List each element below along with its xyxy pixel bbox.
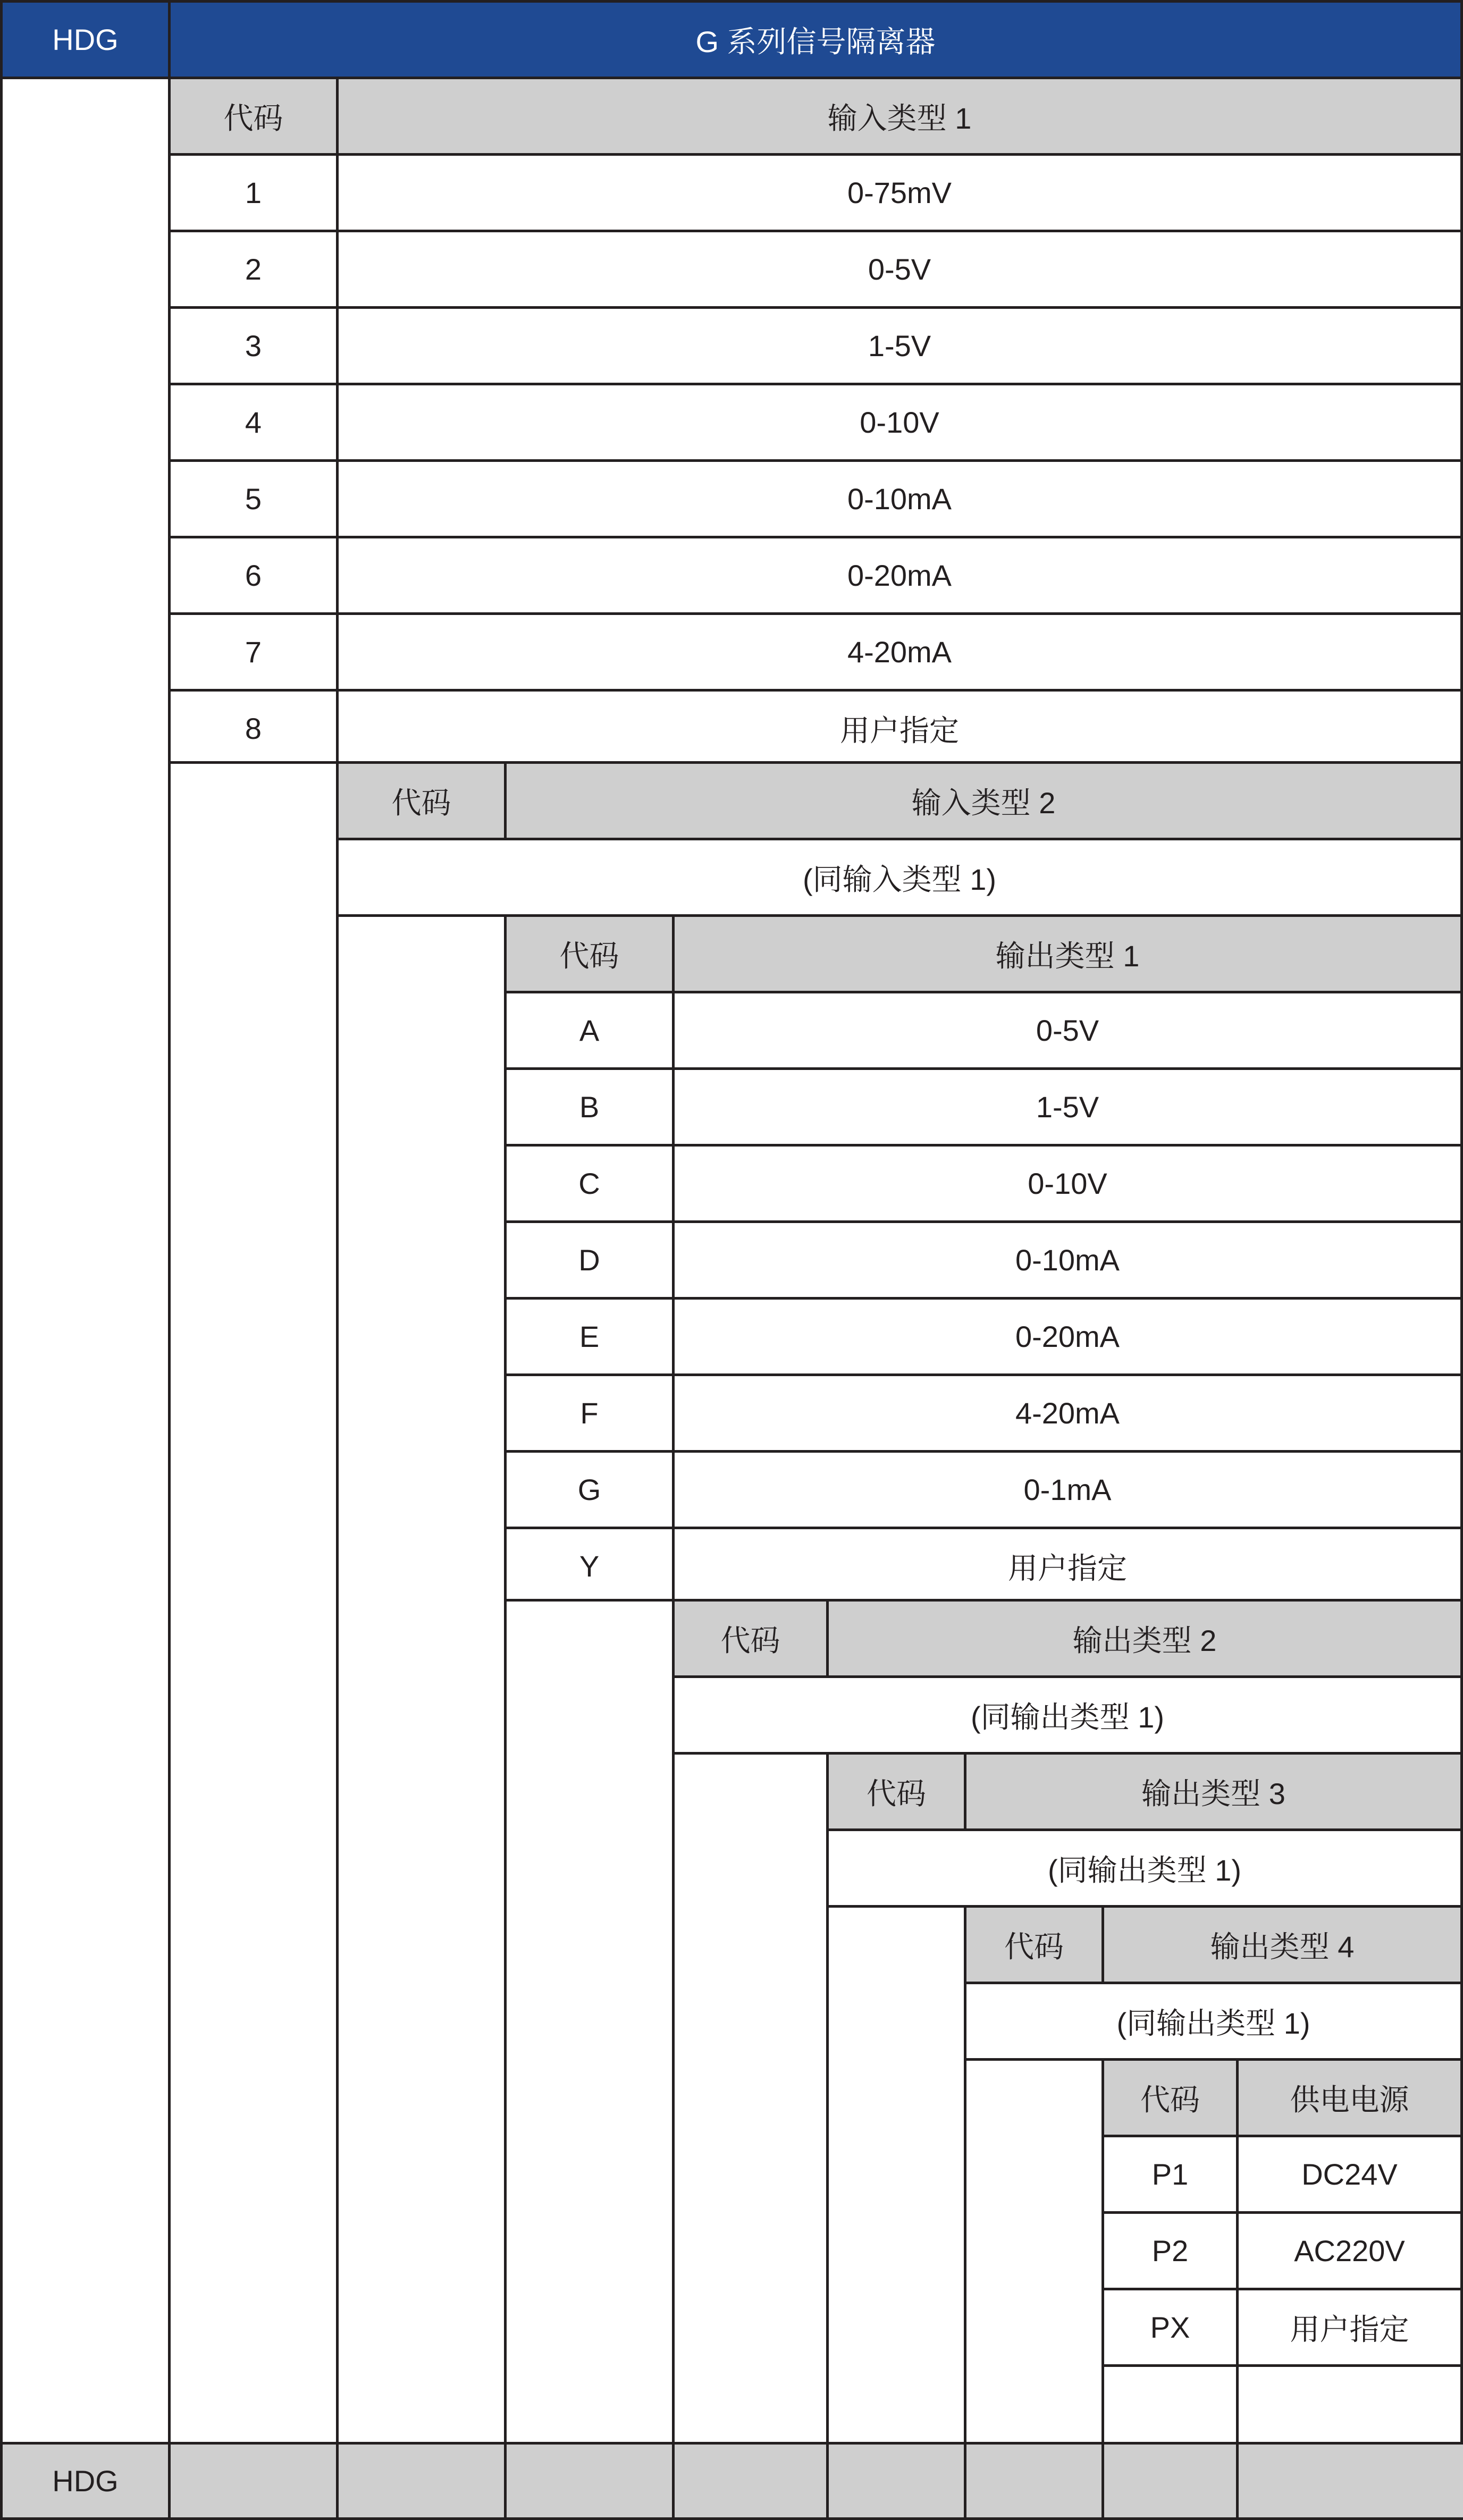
output1-value: 1-5V [672, 1067, 1463, 1147]
output1-code: D [504, 1220, 675, 1300]
output3-code-header: 代码 [826, 1752, 966, 1831]
power-code-header: 代码 [1102, 2058, 1239, 2137]
input1-code: 7 [168, 612, 339, 692]
page-title: G 系列信号隔离器 [168, 0, 1463, 79]
footer-cell [964, 2442, 1104, 2520]
footer-cell [672, 2442, 829, 2520]
input1-value: 0-10V [336, 383, 1463, 462]
power-code: P1 [1102, 2135, 1239, 2214]
output4-title: 输出类型 4 [1102, 1905, 1463, 1984]
header-hdg-cell: HDG [0, 0, 171, 79]
input1-code: 4 [168, 383, 339, 462]
input1-value: 0-20mA [336, 536, 1463, 615]
input1-value: 用户指定 [336, 689, 1463, 768]
output1-value: 0-1mA [672, 1450, 1463, 1529]
footer-cell [504, 2442, 675, 2520]
output2-title: 输出类型 2 [826, 1599, 1463, 1678]
output1-code: F [504, 1373, 675, 1453]
output1-value: 用户指定 [672, 1527, 1463, 1606]
output1-value: 0-10V [672, 1144, 1463, 1223]
input1-code: 3 [168, 306, 339, 385]
output1-value: 0-5V [672, 991, 1463, 1070]
output1-code: A [504, 991, 675, 1070]
footer-cell [168, 2442, 339, 2520]
input1-code: 2 [168, 230, 339, 309]
input1-code: 1 [168, 153, 339, 232]
input2-code-header: 代码 [336, 761, 507, 840]
power-empty-value [1236, 2364, 1463, 2445]
col4-empty [504, 1599, 675, 2445]
input1-value: 0-75mV [336, 153, 1463, 232]
output4-code-header: 代码 [964, 1905, 1104, 1984]
col2-empty [168, 761, 339, 2445]
output1-code: G [504, 1450, 675, 1529]
col3-empty [336, 914, 507, 2445]
output1-value: 4-20mA [672, 1373, 1463, 1453]
output3-note: (同输出类型 1) [826, 1828, 1463, 1908]
output1-title: 输出类型 1 [672, 914, 1463, 993]
footer-hdg-cell: HDG [0, 2442, 171, 2520]
footer-cell [1102, 2442, 1239, 2520]
power-value: DC24V [1236, 2135, 1463, 2214]
left-empty-column [0, 77, 171, 2445]
output3-title: 输出类型 3 [964, 1752, 1463, 1831]
footer-cell [1236, 2442, 1463, 2520]
col7-empty [964, 2058, 1104, 2445]
footer-cell [826, 2442, 966, 2520]
col5-empty [672, 1752, 829, 2445]
output1-value: 0-10mA [672, 1220, 1463, 1300]
output1-code: C [504, 1144, 675, 1223]
input1-code-header: 代码 [168, 77, 339, 156]
output2-note: (同输出类型 1) [672, 1675, 1463, 1755]
output4-note: (同输出类型 1) [964, 1982, 1463, 2061]
input2-title: 输入类型 2 [504, 761, 1463, 840]
input1-value: 1-5V [336, 306, 1463, 385]
input2-note: (同输入类型 1) [336, 838, 1463, 917]
output1-code: Y [504, 1527, 675, 1606]
input1-title: 输入类型 1 [336, 77, 1463, 156]
power-value: 用户指定 [1236, 2288, 1463, 2367]
power-empty-code [1102, 2364, 1239, 2445]
input1-code: 8 [168, 689, 339, 768]
input1-code: 6 [168, 536, 339, 615]
output1-code: E [504, 1297, 675, 1376]
col6-empty [826, 1905, 966, 2445]
output2-code-header: 代码 [672, 1599, 829, 1678]
output1-code-header: 代码 [504, 914, 675, 993]
input1-value: 4-20mA [336, 612, 1463, 692]
input1-value: 0-5V [336, 230, 1463, 309]
input1-value: 0-10mA [336, 459, 1463, 538]
footer-cell [336, 2442, 507, 2520]
power-value: AC220V [1236, 2211, 1463, 2290]
input1-code: 5 [168, 459, 339, 538]
power-code: P2 [1102, 2211, 1239, 2290]
output1-value: 0-20mA [672, 1297, 1463, 1376]
output1-code: B [504, 1067, 675, 1147]
power-code: PX [1102, 2288, 1239, 2367]
power-title: 供电电源 [1236, 2058, 1463, 2137]
